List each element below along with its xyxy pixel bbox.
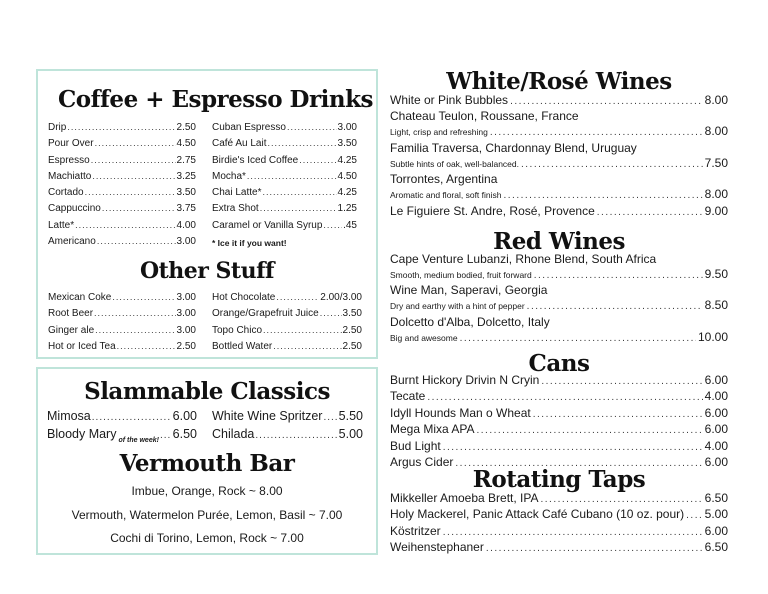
- dot-leader: [323, 412, 337, 423]
- wine-description: Aromatic and floral, soft finish: [390, 190, 502, 201]
- taps-heading: Rotating Taps: [472, 466, 646, 493]
- item-price: 2.75: [176, 154, 196, 166]
- item-name: Bloody Mary: [47, 427, 117, 441]
- item-name: Cappuccino: [48, 203, 101, 215]
- wine-row: [390, 540, 728, 556]
- item-name: Cuban Espresso: [212, 122, 286, 133]
- menu-item: [212, 341, 362, 357]
- item-note: of the week!: [118, 437, 159, 444]
- dot-leader: [262, 187, 336, 197]
- dot-leader: [247, 171, 337, 181]
- wine-name: Chateau Teulon, Roussane, France: [390, 109, 579, 124]
- ice-note: * Ice it if you want!: [212, 238, 287, 248]
- wine-price: 9.00: [704, 203, 728, 218]
- wine-name: Le Figuiere St. Andre, Rosé, Provence: [390, 203, 595, 218]
- wine-row: [390, 298, 728, 314]
- menu-item: [48, 122, 196, 138]
- dot-leader: [299, 155, 336, 165]
- wine-description: Subtle hints of oak, well-balanced.: [390, 158, 519, 169]
- item-price: 5.50: [338, 409, 363, 423]
- item-price: 3.50: [337, 138, 357, 150]
- dot-leader: [476, 425, 702, 436]
- dot-leader: [67, 122, 175, 132]
- menu-item: [48, 325, 196, 341]
- item-name: Orange/Grapefruit Juice: [212, 308, 319, 320]
- wine-price: 6.50: [704, 540, 728, 555]
- item-name: Caramel or Vanilla Syrup: [212, 219, 323, 231]
- dot-leader: [91, 155, 176, 165]
- dot-leader: [541, 494, 703, 505]
- dot-leader: [486, 543, 703, 554]
- wine-row: [390, 267, 728, 283]
- menu-item: [212, 409, 363, 427]
- wine-name: Holy Mackerel, Panic Attack Café Cubano (10 oz. pour): [390, 507, 685, 522]
- wine-name: Idyll Hounds Man o Wheat: [390, 405, 531, 420]
- item-name: Topo Chico: [212, 324, 263, 336]
- item-price: 3.50: [176, 187, 196, 199]
- dot-leader: [460, 333, 696, 344]
- dot-leader: [534, 270, 703, 281]
- item-price: 3.00: [337, 122, 357, 133]
- item-price: 4.25: [337, 154, 357, 166]
- wine-row: [390, 406, 728, 422]
- item-name: Ginger ale: [48, 324, 95, 336]
- item-name: Café Au Lait: [212, 138, 267, 150]
- wine-row: [390, 187, 728, 203]
- menu-item: [48, 341, 196, 357]
- wine-price: 8.00: [704, 93, 728, 107]
- wine-price: 6.00: [704, 523, 728, 538]
- wine-price: 4.00: [704, 389, 728, 404]
- item-price: 3.00: [176, 308, 196, 320]
- coffee-heading: Coffee + Espresso Drinks: [58, 86, 373, 113]
- wine-price: 4.00: [704, 438, 728, 453]
- wine-price: 6.00: [704, 454, 728, 469]
- item-price: 2.50: [342, 340, 362, 352]
- item-name: Cortado: [48, 187, 84, 199]
- dot-leader: [273, 341, 341, 351]
- dot-leader: [276, 292, 319, 302]
- red-heading: Red Wines: [493, 228, 625, 255]
- wine-row: [390, 204, 728, 220]
- dot-leader: [504, 190, 703, 201]
- wine-name: Weihenstephaner: [390, 540, 484, 555]
- dot-leader: [323, 220, 342, 230]
- item-name: Espresso: [48, 154, 90, 166]
- item-name: Americano: [48, 236, 96, 248]
- slammable-right-column: [212, 409, 363, 445]
- red-wine-list: [390, 252, 728, 346]
- wine-name: Torrontes, Argentina: [390, 172, 498, 187]
- item-price: 3.75: [176, 203, 196, 215]
- wine-row: [390, 156, 728, 172]
- dot-leader: [102, 203, 176, 213]
- vermouth-line: Vermouth, Watermelon Purée, Lemon, Basil ~ 7.00: [71, 508, 343, 522]
- wine-name: Tecate: [390, 389, 426, 404]
- vermouth-heading: Vermouth Bar: [119, 450, 295, 477]
- cans-heading: Cans: [528, 350, 590, 377]
- coffee-right-column: [212, 122, 357, 236]
- menu-item: [48, 187, 196, 203]
- item-price: 4.50: [337, 170, 357, 182]
- dot-leader: [597, 207, 703, 218]
- dot-leader: [510, 96, 703, 107]
- item-name: Bottled Water: [212, 340, 273, 352]
- other-right-column: [212, 292, 362, 357]
- item-name: Chilada: [212, 427, 255, 441]
- menu-item: [48, 138, 196, 154]
- item-price: 3.50: [342, 308, 362, 320]
- dot-leader: [255, 430, 337, 441]
- white-rose-list: [390, 93, 728, 220]
- wine-name: Bud Light: [390, 438, 441, 453]
- dot-leader: [95, 138, 176, 148]
- wine-row: [390, 373, 728, 389]
- wine-row: [390, 524, 728, 540]
- item-name: Mimosa: [47, 409, 91, 423]
- menu-item: [48, 220, 196, 236]
- wine-description: Light, crisp and refreshing: [390, 127, 488, 138]
- dot-leader: [541, 376, 702, 387]
- wine-price: 5.00: [704, 507, 728, 522]
- wine-price: 6.50: [704, 491, 728, 505]
- menu-item: [212, 155, 357, 171]
- taps-list: [390, 491, 728, 557]
- wine-name: Köstritzer: [390, 523, 441, 538]
- menu-item: [212, 138, 357, 154]
- item-price: 5.00: [338, 427, 363, 441]
- menu-item: [212, 325, 362, 341]
- dot-leader: [521, 159, 703, 170]
- wine-name: Mikkeller Amoeba Brett, IPA: [390, 491, 539, 505]
- item-price: 2.00/3.00: [320, 292, 362, 303]
- wine-price: 6.00: [704, 405, 728, 420]
- vermouth-line: Cochi di Torino, Lemon, Rock ~ 7.00: [110, 531, 304, 545]
- slammable-left-column: [47, 409, 197, 445]
- item-price: 6.50: [172, 427, 197, 441]
- wine-name: Mega Mixa APA: [390, 422, 475, 437]
- dot-leader: [94, 308, 176, 318]
- item-price: 4.25: [337, 187, 357, 199]
- dot-leader: [117, 341, 176, 351]
- wine-price: 8.00: [704, 187, 728, 202]
- menu-item: [48, 236, 196, 252]
- wine-price: 8.50: [704, 298, 728, 313]
- wine-price: 10.00: [697, 329, 728, 344]
- dot-leader: [263, 325, 342, 335]
- item-name: Birdie's Iced Coffee: [212, 154, 299, 166]
- wine-price: 7.50: [704, 155, 728, 170]
- dot-leader: [287, 122, 337, 132]
- item-name: Pour Over: [48, 138, 94, 150]
- item-name: Latte*: [48, 219, 75, 231]
- item-price: 2.50: [176, 122, 196, 133]
- cans-list: [390, 373, 728, 471]
- item-name: Hot or Iced Tea: [48, 340, 116, 352]
- wine-name: Familia Traversa, Chardonnay Blend, Uruguay: [390, 140, 637, 155]
- other-left-column: [48, 292, 196, 357]
- menu-item: [48, 203, 196, 219]
- item-price: .45: [343, 219, 357, 231]
- dot-leader: [92, 171, 175, 181]
- slammable-heading: Slammable Classics: [84, 378, 330, 405]
- item-name: Chai Latte*: [212, 187, 262, 199]
- menu-item: [47, 427, 197, 445]
- item-name: Root Beer: [48, 308, 94, 320]
- menu-item: [48, 171, 196, 187]
- dot-leader: [97, 236, 176, 246]
- dot-leader: [533, 409, 703, 420]
- coffee-left-column: [48, 122, 196, 252]
- dot-leader: [320, 308, 342, 318]
- wine-row: [390, 491, 728, 507]
- item-price: 3.00: [176, 236, 196, 248]
- item-name: Drip: [48, 122, 67, 133]
- menu-item: [47, 409, 197, 427]
- item-name: White Wine Spritzer: [212, 409, 323, 423]
- item-name: Extra Shot: [212, 203, 259, 215]
- item-price: 3.00: [176, 292, 196, 303]
- item-price: 4.50: [176, 138, 196, 150]
- wine-row: [390, 330, 728, 346]
- dot-leader: [160, 430, 172, 441]
- dot-leader: [95, 325, 175, 335]
- wine-row: [390, 422, 728, 438]
- item-price: 4.00: [176, 219, 196, 231]
- other-heading: Other Stuff: [139, 258, 275, 284]
- item-price: 1.25: [337, 203, 357, 215]
- dot-leader: [686, 510, 703, 521]
- item-price: 6.00: [172, 409, 197, 423]
- item-name: Mexican Coke: [48, 292, 112, 303]
- vermouth-line: Imbue, Orange, Rock ~ 8.00: [131, 484, 283, 498]
- menu-item: [48, 308, 196, 324]
- dot-leader: [490, 127, 703, 138]
- item-price: 2.50: [176, 340, 196, 352]
- menu-item: [212, 122, 357, 138]
- menu-item: [212, 308, 362, 324]
- dot-leader: [443, 442, 703, 453]
- wine-description: Dry and earthy with a hint of pepper: [390, 301, 525, 312]
- wine-price: 8.00: [704, 124, 728, 139]
- wine-name: Cape Venture Lubanzi, Rhone Blend, South Africa: [390, 252, 657, 266]
- wine-name: Wine Man, Saperavi, Georgia: [390, 283, 548, 298]
- wine-name: White or Pink Bubbles: [390, 93, 509, 107]
- dot-leader: [85, 187, 176, 197]
- menu-item: [212, 203, 357, 219]
- wine-row: [390, 439, 728, 455]
- wine-price: 6.00: [704, 422, 728, 437]
- white-rose-heading: White/Rosé Wines: [446, 68, 672, 95]
- wine-row: [390, 507, 728, 523]
- dot-leader: [427, 392, 702, 403]
- wine-price: 6.00: [704, 373, 728, 387]
- dot-leader: [260, 203, 337, 213]
- item-name: Mocha*: [212, 170, 246, 182]
- menu-item: [212, 187, 357, 203]
- dot-leader: [92, 412, 172, 423]
- wine-description: Big and awesome: [390, 332, 458, 343]
- wine-description: Smooth, medium bodied, fruit forward: [390, 270, 532, 280]
- menu-item: [212, 427, 363, 445]
- item-name: Hot Chocolate: [212, 292, 276, 303]
- menu-item: [212, 171, 357, 187]
- wine-price: 9.50: [704, 267, 728, 281]
- dot-leader: [527, 301, 703, 312]
- dot-leader: [112, 292, 175, 302]
- menu-item: [48, 292, 196, 308]
- item-price: 3.00: [176, 324, 196, 336]
- dot-leader: [267, 138, 336, 148]
- item-name: Machiatto: [48, 170, 92, 182]
- wine-name: Dolcetto d'Alba, Dolcetto, Italy: [390, 314, 550, 329]
- item-price: 3.25: [176, 170, 196, 182]
- wine-row: [390, 389, 728, 405]
- item-price: 2.50: [342, 324, 362, 336]
- wine-name: Argus Cider: [390, 454, 454, 469]
- menu-item: [48, 155, 196, 171]
- wine-name: Burnt Hickory Drivin N Cryin: [390, 373, 540, 387]
- dot-leader: [443, 527, 703, 538]
- menu-item: [212, 220, 357, 236]
- menu-item: [212, 292, 362, 308]
- wine-row: [390, 124, 728, 140]
- dot-leader: [75, 220, 175, 230]
- wine-row: [390, 93, 728, 109]
